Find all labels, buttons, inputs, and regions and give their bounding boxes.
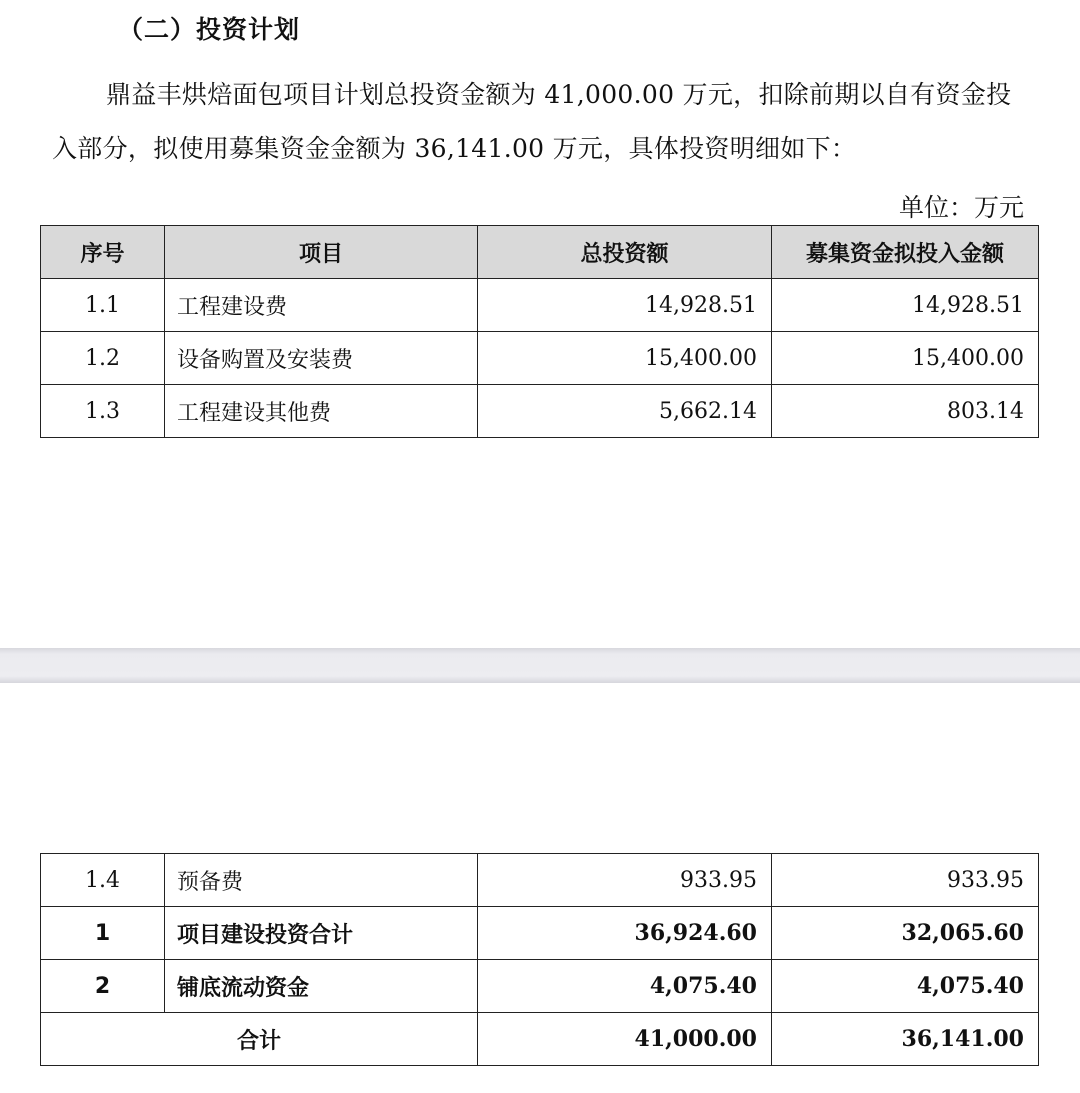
cell-raised: 4,075.40 [772, 960, 1039, 1013]
cell-total: 5,662.14 [478, 385, 772, 438]
header-total: 总投资额 [478, 226, 772, 279]
cell-raised: 14,928.51 [772, 279, 1039, 332]
cell-total: 36,924.60 [478, 907, 772, 960]
cell-item: 铺底流动资金 [165, 960, 478, 1013]
cell-total: 4,075.40 [478, 960, 772, 1013]
cell-no: 1.3 [41, 385, 165, 438]
cell-raised: 32,065.60 [772, 907, 1039, 960]
investment-table-part1 [40, 225, 1039, 438]
section-heading: （二）投资计划 [118, 15, 301, 44]
header-raised: 募集资金拟投入金额 [772, 226, 1039, 279]
unit-label: 单位：万元 [898, 193, 1024, 222]
cell-no: 1 [41, 907, 165, 960]
cell-no: 1.4 [41, 854, 165, 907]
raised-sum: 36,141.00 [772, 1013, 1039, 1066]
table-row [41, 332, 1039, 385]
table-header-row [41, 226, 1039, 279]
total-sum: 41,000.00 [478, 1013, 772, 1066]
table-row [41, 907, 1039, 960]
cell-item: 工程建设其他费 [165, 385, 478, 438]
cell-raised: 803.14 [772, 385, 1039, 438]
table-row [41, 960, 1039, 1013]
cell-raised: 15,400.00 [772, 332, 1039, 385]
cell-item: 设备购置及安装费 [165, 332, 478, 385]
page-gap [0, 648, 1080, 683]
cell-no: 1.1 [41, 279, 165, 332]
intro-paragraph: 鼎益丰烘焙面包项目计划总投资金额为 41,000.00 万元，扣除前期以自有资金投入部分，拟使用募集资金金额为 36,141.00 万元，具体投资明细如下： [52, 80, 1012, 163]
header-no: 序号 [41, 226, 165, 279]
table-row [41, 854, 1039, 907]
cell-item: 预备费 [165, 854, 478, 907]
cell-no: 2 [41, 960, 165, 1013]
cell-item: 项目建设投资合计 [165, 907, 478, 960]
cell-total: 15,400.00 [478, 332, 772, 385]
cell-no: 1.2 [41, 332, 165, 385]
cell-total: 933.95 [478, 854, 772, 907]
table-row [41, 385, 1039, 438]
total-label: 合计 [41, 1013, 478, 1066]
cell-item: 工程建设费 [165, 279, 478, 332]
investment-table-part2 [40, 853, 1039, 1066]
cell-raised: 933.95 [772, 854, 1039, 907]
header-item: 项目 [165, 226, 478, 279]
table-total-row [41, 1013, 1039, 1066]
cell-total: 14,928.51 [478, 279, 772, 332]
table-row [41, 279, 1039, 332]
